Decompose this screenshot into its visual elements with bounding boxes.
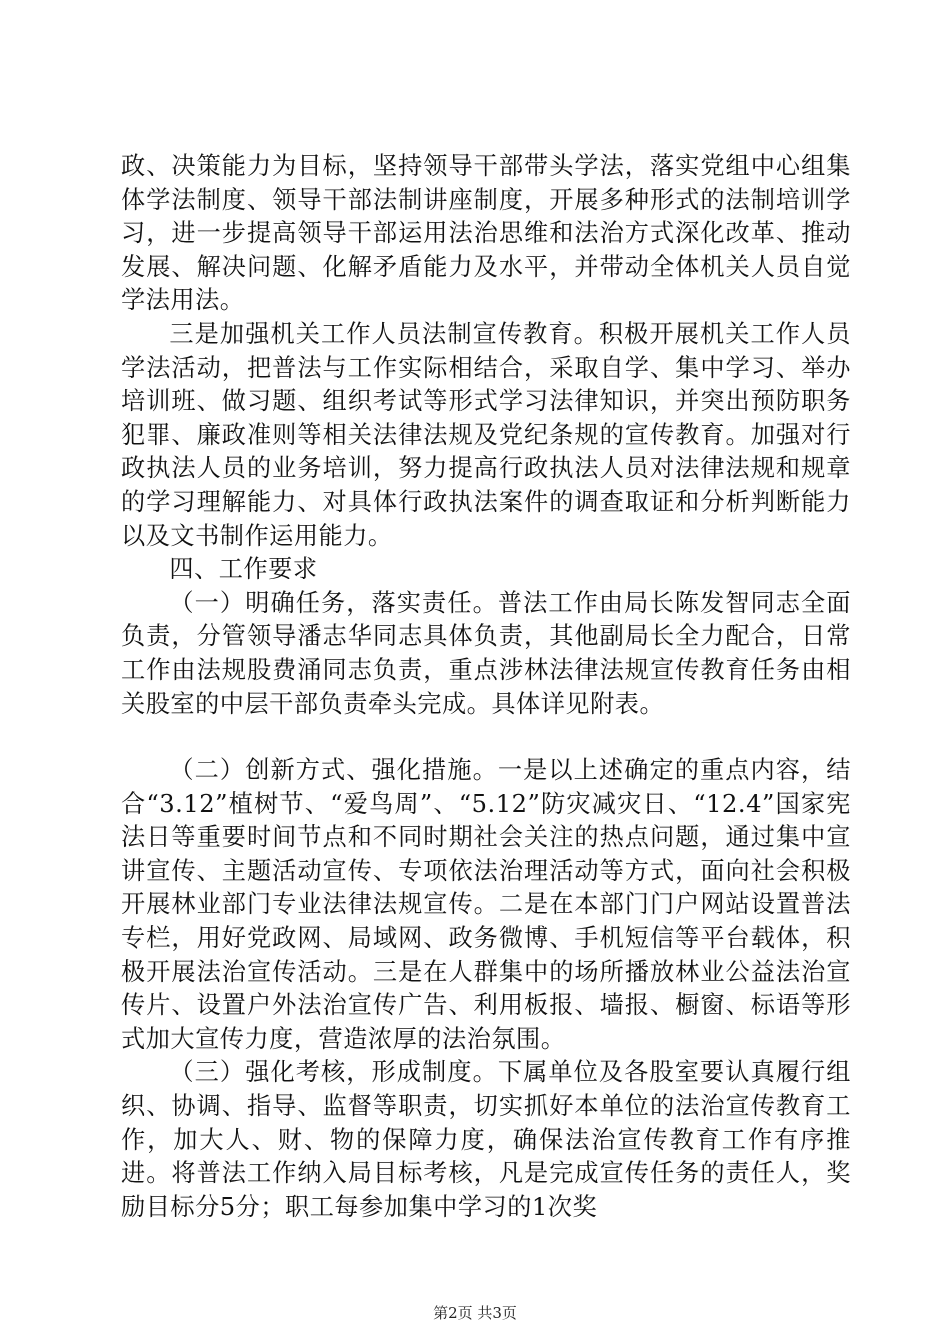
paragraph-requirement-1: （一）明确任务，落实责任。普法工作由局长陈发智同志全面负责，分管领导潘志华同志具体负责，其他副局长全力配合，日常工作由法规股费涌同志负责，重点涉林法律法规宣传教育任务由相关股室的中层干部负责牵头完成。具体详见附表。 xyxy=(121,588,851,718)
page-number-footer: 第2页 共3页 xyxy=(433,1304,517,1322)
paragraph-requirement-3: （三）强化考核，形成制度。下属单位及各股室要认真履行组织、协调、指导、监督等职责，切实抓好本单位的法治宣传教育工作，加大人、财、物的保障力度，确保法治宣传教育工作有序推进。将普法工作纳入局目标考核，凡是完成宣传任务的责任人，奖励目标分5分；职工每参加集中学习的1次奖 xyxy=(121,1058,851,1221)
section-heading-work-requirements: 四、工作要求 xyxy=(169,555,318,584)
document-body xyxy=(121,150,851,1224)
paragraph-requirement-2: （二）创新方式、强化措施。一是以上述确定的重点内容，结合“3.12”植树节、“爱鸟周”、“5.12”防灾减灾日、“12.4”国家宪法日等重要时间节点和不同时期社会关注的热点问题，通过集中宣讲宣传、主题活动宣传、专项依法治理活动等方式，面向社会积极开展林业部门专业法律法规宣传。二是在本部门门户网站设置普法专栏，用好党政网、局域网、政务微博、手机短信等平台载体，积极开展法治宣传活动。三是在人群集中的场所播放林业公益法治宣传片、设置户外法治宣传广告、利用板报、墙报、橱窗、标语等形式加大宣传力度，营造浓厚的法治氛围。 xyxy=(121,756,851,1053)
paragraph-1: 政、决策能力为目标，坚持领导干部带头学法，落实党组中心组集体学法制度、领导干部法制讲座制度，开展多种形式的法制培训学习，进一步提高领导干部运用法治思维和法治方式深化改革、推动发展、解决问题、化解矛盾能力及水平，并带动全体机关人员自觉学法用法。 xyxy=(121,152,851,315)
paragraph-spacer xyxy=(121,721,851,754)
paragraph-2: 三是加强机关工作人员法制宣传教育。积极开展机关工作人员学法活动，把普法与工作实际相结合，采取自学、集中学习、举办培训班、做习题、组织考试等形式学习法律知识，并突出预防职务犯罪、廉政准则等相关法律法规及党纪条规的宣传教育。加强对行政执法人员的业务培训，努力提高行政执法人员对法律法规和规章的学习理解能力、对具体行政执法案件的调查取证和分析判断能力以及文书制作运用能力。 xyxy=(121,319,851,550)
